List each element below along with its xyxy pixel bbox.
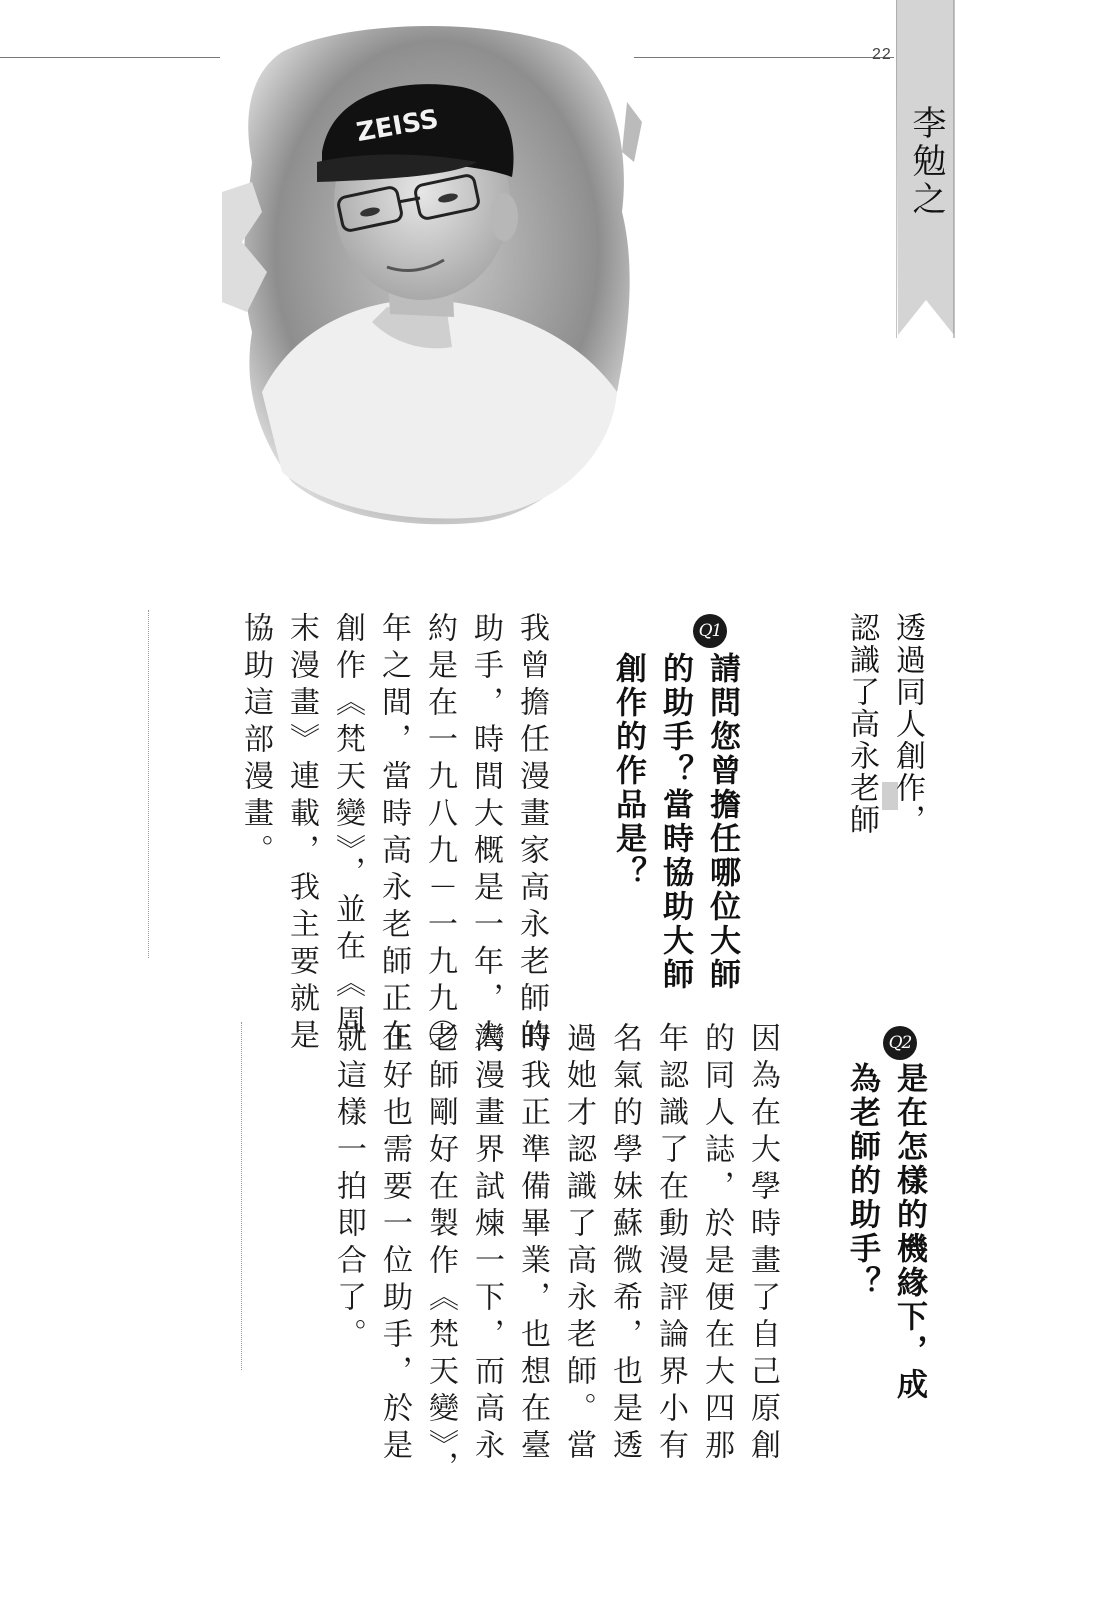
page-number: 22 bbox=[872, 46, 892, 63]
q1-badge: Q1 bbox=[693, 614, 727, 648]
q2-answer: 因為在大學時畫了自己原創 的同人誌，於是便在大四那 年認識了在動漫評論界小有 名氣的學妹蘇微希，也是透 過她才認識了高永老師。當 時我正準備畢業，也想在臺 灣漫畫界試煉一下，而高永 老師剛好在製作《梵天變》， 正好也需要一位助手，於是 就這樣一拍即合了。 bbox=[331, 1022, 780, 1488]
q2-question: 是在怎樣的機緣下，成 為老師的助手？ bbox=[844, 1062, 927, 1402]
q2-badge: Q2 bbox=[883, 1026, 917, 1060]
section-headline: 透過同人創作， 認識了高永老師 bbox=[844, 612, 925, 836]
portrait-photo bbox=[222, 12, 642, 532]
header-rule-right bbox=[634, 57, 894, 58]
q2-divider bbox=[241, 1022, 242, 1370]
cap-logo: ZEISS bbox=[354, 104, 441, 149]
q1-divider bbox=[148, 610, 149, 958]
q1-answer: 我曾擔任漫畫家高永老師的 助手，時間大概是一年，大 約是在一九八九－一九九〇 年之間，當時高永老師正在 創作《梵天變》，並在《周 末漫畫》連載，我主要就是 協助這部漫畫。 bbox=[238, 612, 549, 1056]
q1-question: 請問您曾擔任哪位大師 的助手？當時協助大師 創作的作品是？ bbox=[610, 652, 740, 992]
interviewee-name: 李勉之 bbox=[906, 105, 946, 219]
name-ribbon bbox=[896, 0, 956, 350]
header-rule-left bbox=[0, 57, 220, 58]
